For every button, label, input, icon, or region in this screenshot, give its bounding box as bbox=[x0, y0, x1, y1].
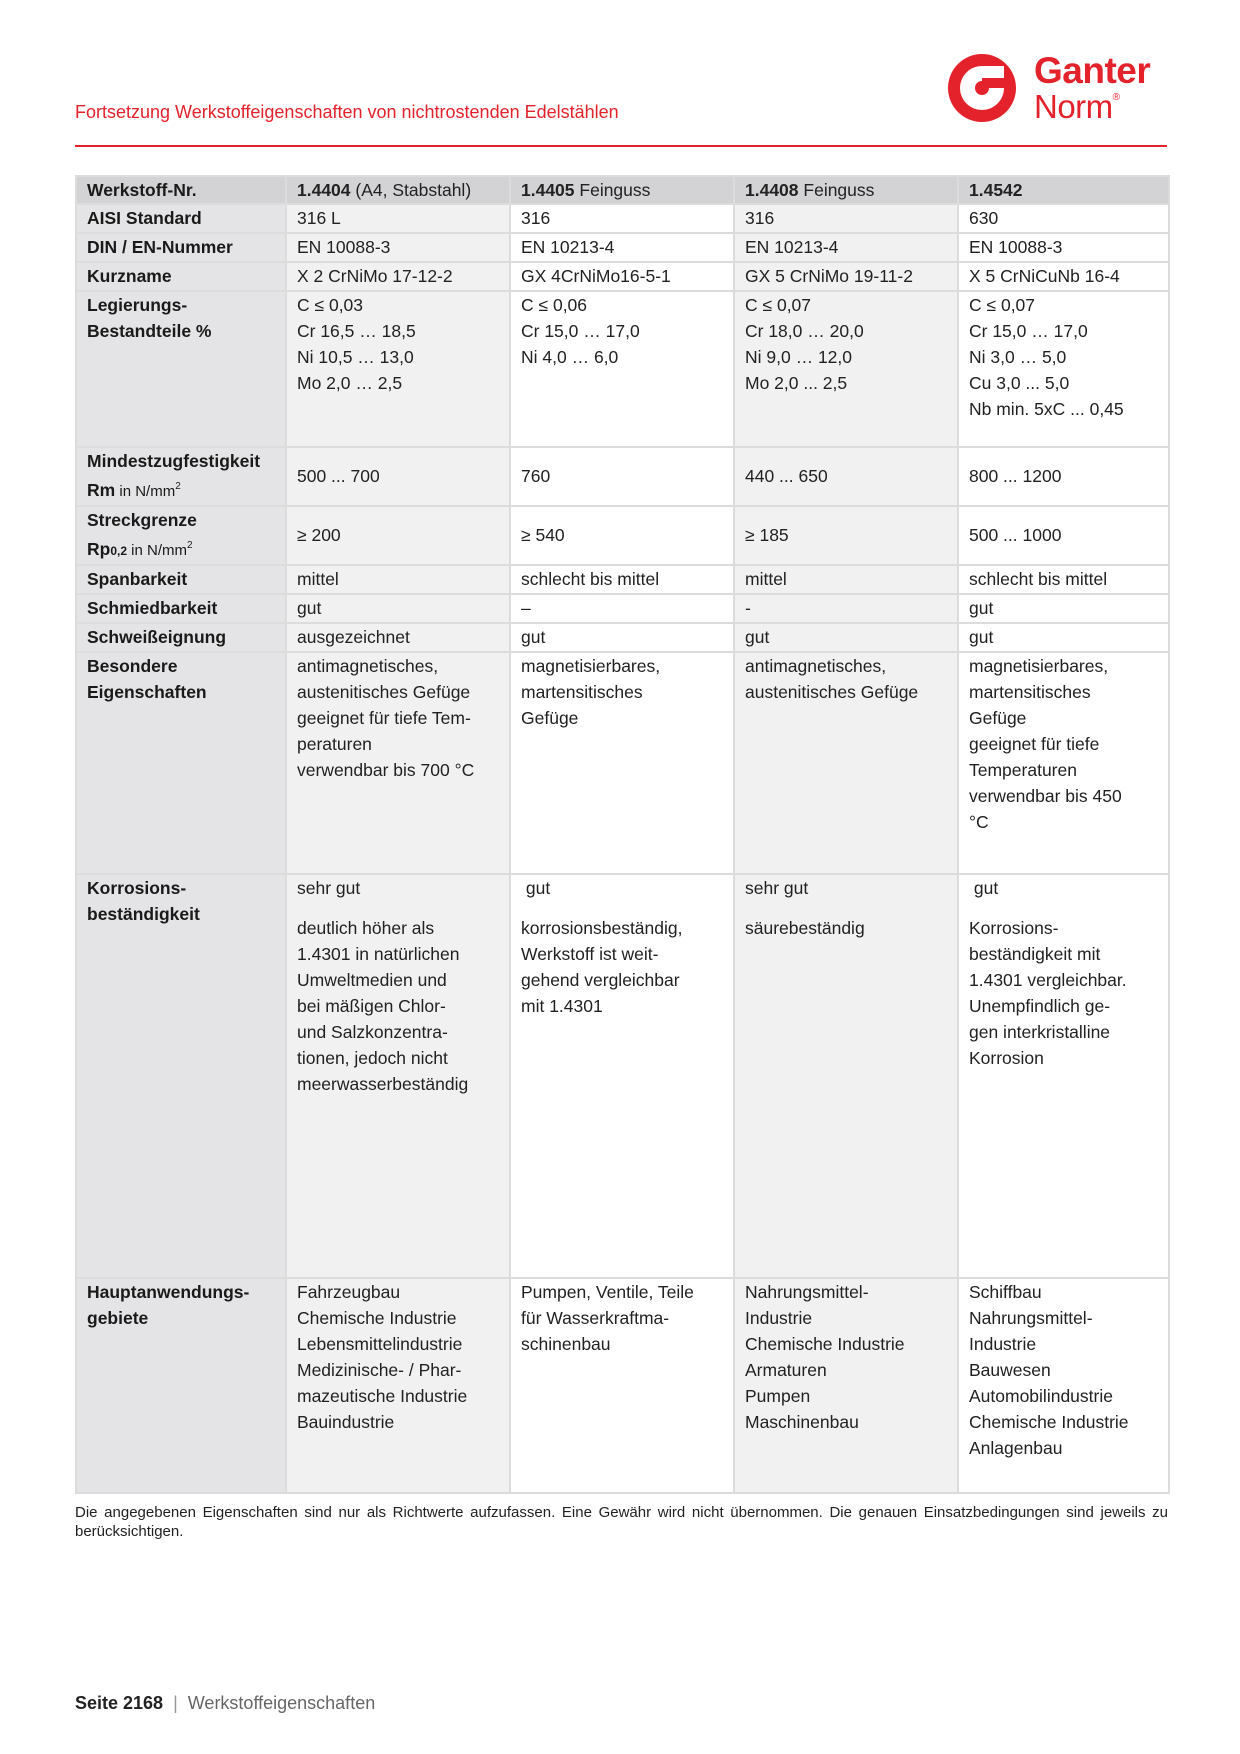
row-label-schmiedbarkeit: Schmiedbarkeit bbox=[76, 594, 286, 623]
table-cell: 500 ... 1000 bbox=[958, 506, 1169, 565]
table-cell: gut bbox=[734, 623, 958, 652]
table-cell: C ≤ 0,06 Cr 15,0 … 17,0 Ni 4,0 … 6,0 bbox=[510, 291, 734, 447]
table-row-din bbox=[76, 233, 1169, 262]
row-label-werkstoff-nr: Werkstoff-Nr. bbox=[76, 176, 286, 204]
table-cell: gut Korrosions- beständigkeit mit 1.4301 vergleichbar. Unempfindlich ge- gen interkristalline Korrosion bbox=[958, 874, 1169, 1278]
table-cell: 800 ... 1200 bbox=[958, 447, 1169, 506]
page-header-title: Fortsetzung Werkstoffeigenschaften von nichtrostenden Edelstählen bbox=[75, 102, 619, 122]
table-cell: ≥ 200 bbox=[286, 506, 510, 565]
table-cell: sehr gut säurebeständig bbox=[734, 874, 958, 1278]
table-row-legierung bbox=[76, 291, 1169, 447]
table-row-korrosion bbox=[76, 874, 1169, 1278]
row-label-din: DIN / EN-Nummer bbox=[76, 233, 286, 262]
table-cell: EN 10088-3 bbox=[958, 233, 1169, 262]
table-cell: C ≤ 0,07 Cr 18,0 … 20,0 Ni 9,0 … 12,0 Mo 2,0 ... 2,5 bbox=[734, 291, 958, 447]
table-cell: mittel bbox=[286, 565, 510, 594]
table-cell: EN 10088-3 bbox=[286, 233, 510, 262]
table-cell: magnetisierbares, martensitisches Gefüge bbox=[510, 652, 734, 874]
ganter-norm-logo bbox=[948, 50, 1170, 126]
row-label-aisi: AISI Standard bbox=[76, 204, 286, 233]
header-cell-1: 1.4404 (A4, Stabstahl) bbox=[286, 176, 510, 204]
table-cell: GX 5 CrNiMo 19-11-2 bbox=[734, 262, 958, 291]
table-cell: ≥ 540 bbox=[510, 506, 734, 565]
table-cell: EN 10213-4 bbox=[510, 233, 734, 262]
table-cell: 630 bbox=[958, 204, 1169, 233]
row-label-schweisseignung: Schweißeignung bbox=[76, 623, 286, 652]
table-row-schmiedbarkeit bbox=[76, 594, 1169, 623]
table-row-anwendung bbox=[76, 1278, 1169, 1493]
table-row-aisi bbox=[76, 204, 1169, 233]
table-cell: X 2 CrNiMo 17-12-2 bbox=[286, 262, 510, 291]
row-label-korrosion: Korrosions- beständigkeit bbox=[76, 874, 286, 1278]
table-cell: gut bbox=[958, 594, 1169, 623]
table-cell: 500 ... 700 bbox=[286, 447, 510, 506]
row-label-kurzname: Kurzname bbox=[76, 262, 286, 291]
header-cell-2: 1.4405 Feinguss bbox=[510, 176, 734, 204]
table-cell: 316 L bbox=[286, 204, 510, 233]
table-row-besondere-eigenschaften bbox=[76, 652, 1169, 874]
table-cell: sehr gut deutlich höher als 1.4301 in natürlichen Umweltmedien und bei mäßigen Chlor- und Salzkonzentra- tionen, jedoch nicht meerwasserbeständig bbox=[286, 874, 510, 1278]
footer-separator: | bbox=[173, 1693, 178, 1713]
logo-text-norm: Norm® bbox=[1034, 88, 1120, 125]
table-cell: 316 bbox=[510, 204, 734, 233]
header-cell-4: 1.4542 bbox=[958, 176, 1169, 204]
header-divider bbox=[75, 145, 1167, 147]
table-cell: gut korrosionsbeständig, Werkstoff ist weit- gehend vergleichbar mit 1.4301 bbox=[510, 874, 734, 1278]
header-cell-3: 1.4408 Feinguss bbox=[734, 176, 958, 204]
table-cell: 440 ... 650 bbox=[734, 447, 958, 506]
disclaimer-text: Die angegebenen Eigenschaften sind nur als Richtwerte aufzufassen. Eine Gewähr wird nicht übernommen. Die genauen Einsatzbedingungen sind jeweils zu berücksichtigen. bbox=[75, 1504, 1168, 1540]
table-cell: GX 4CrNiMo16-5-1 bbox=[510, 262, 734, 291]
registered-mark: ® bbox=[1112, 92, 1120, 103]
table-cell: X 5 CrNiCuNb 16-4 bbox=[958, 262, 1169, 291]
table-row-streckgrenze bbox=[76, 506, 1169, 565]
table-cell: mittel bbox=[734, 565, 958, 594]
table-cell: antimagnetisches, austenitisches Gefüge bbox=[734, 652, 958, 874]
row-label-anwendung: Hauptanwendungs- gebiete bbox=[76, 1278, 286, 1493]
table-cell: ausgezeichnet bbox=[286, 623, 510, 652]
row-label-streckgrenze: Streckgrenze Rp0,2 in $N/mm^2$ bbox=[76, 506, 286, 565]
page-number: Seite 2168 bbox=[75, 1693, 164, 1713]
footer-section-name: Werkstoffeigenschaften bbox=[187, 1693, 376, 1713]
page-footer bbox=[75, 1693, 375, 1714]
table-cell: gut bbox=[286, 594, 510, 623]
table-cell: C ≤ 0,03 Cr 16,5 … 18,5 Ni 10,5 … 13,0 Mo 2,0 … 2,5 bbox=[286, 291, 510, 447]
row-label-legierung: Legierungs- Bestandteile % bbox=[76, 291, 286, 447]
table-cell: antimagnetisches, austenitisches Gefüge geeignet für tiefe Tem- peraturen verwendbar bis 700 °C bbox=[286, 652, 510, 874]
table-cell: - bbox=[734, 594, 958, 623]
table-cell: magnetisierbares, martensitisches Gefüge geeignet für tiefe Temperaturen verwendbar bis 450 °C bbox=[958, 652, 1169, 874]
table-row-zugfestigkeit bbox=[76, 447, 1169, 506]
table-row-schweisseignung bbox=[76, 623, 1169, 652]
table-cell: EN 10213-4 bbox=[734, 233, 958, 262]
table-cell: 316 bbox=[734, 204, 958, 233]
table-row-spanbarkeit bbox=[76, 565, 1169, 594]
table-cell: Nahrungsmittel- Industrie Chemische Industrie Armaturen Pumpen Maschinenbau bbox=[734, 1278, 958, 1493]
table-row-kurzname bbox=[76, 262, 1169, 291]
table-cell: Fahrzeugbau Chemische Industrie Lebensmittelindustrie Medizinische- / Phar- mazeutische Industrie Bauindustrie bbox=[286, 1278, 510, 1493]
table-cell: Pumpen, Ventile, Teile für Wasserkraftma- schinenbau bbox=[510, 1278, 734, 1493]
table-cell: schlecht bis mittel bbox=[510, 565, 734, 594]
table-cell: ≥ 185 bbox=[734, 506, 958, 565]
row-label-zugfestigkeit: Mindestzugfestigkeit Rm in $N/mm^2$ bbox=[76, 447, 286, 506]
row-label-spanbarkeit: Spanbarkeit bbox=[76, 565, 286, 594]
logo-text-ganter: Ganter bbox=[1034, 50, 1151, 91]
table-cell: gut bbox=[510, 623, 734, 652]
table-cell: 760 bbox=[510, 447, 734, 506]
table-header-row bbox=[76, 176, 1169, 204]
ganter-g-mark-icon bbox=[948, 54, 1016, 122]
table-cell: schlecht bis mittel bbox=[958, 565, 1169, 594]
table-cell: C ≤ 0,07 Cr 15,0 … 17,0 Ni 3,0 … 5,0 Cu 3,0 ... 5,0 Nb min. 5xC ... 0,45 bbox=[958, 291, 1169, 447]
table-cell: – bbox=[510, 594, 734, 623]
table-cell: Schiffbau Nahrungsmittel- Industrie Bauwesen Automobilindustrie Chemische Industrie Anlagenbau bbox=[958, 1278, 1169, 1493]
table-cell: gut bbox=[958, 623, 1169, 652]
material-properties-table bbox=[75, 175, 1170, 1494]
row-label-besondere-eigenschaften: Besondere Eigenschaften bbox=[76, 652, 286, 874]
